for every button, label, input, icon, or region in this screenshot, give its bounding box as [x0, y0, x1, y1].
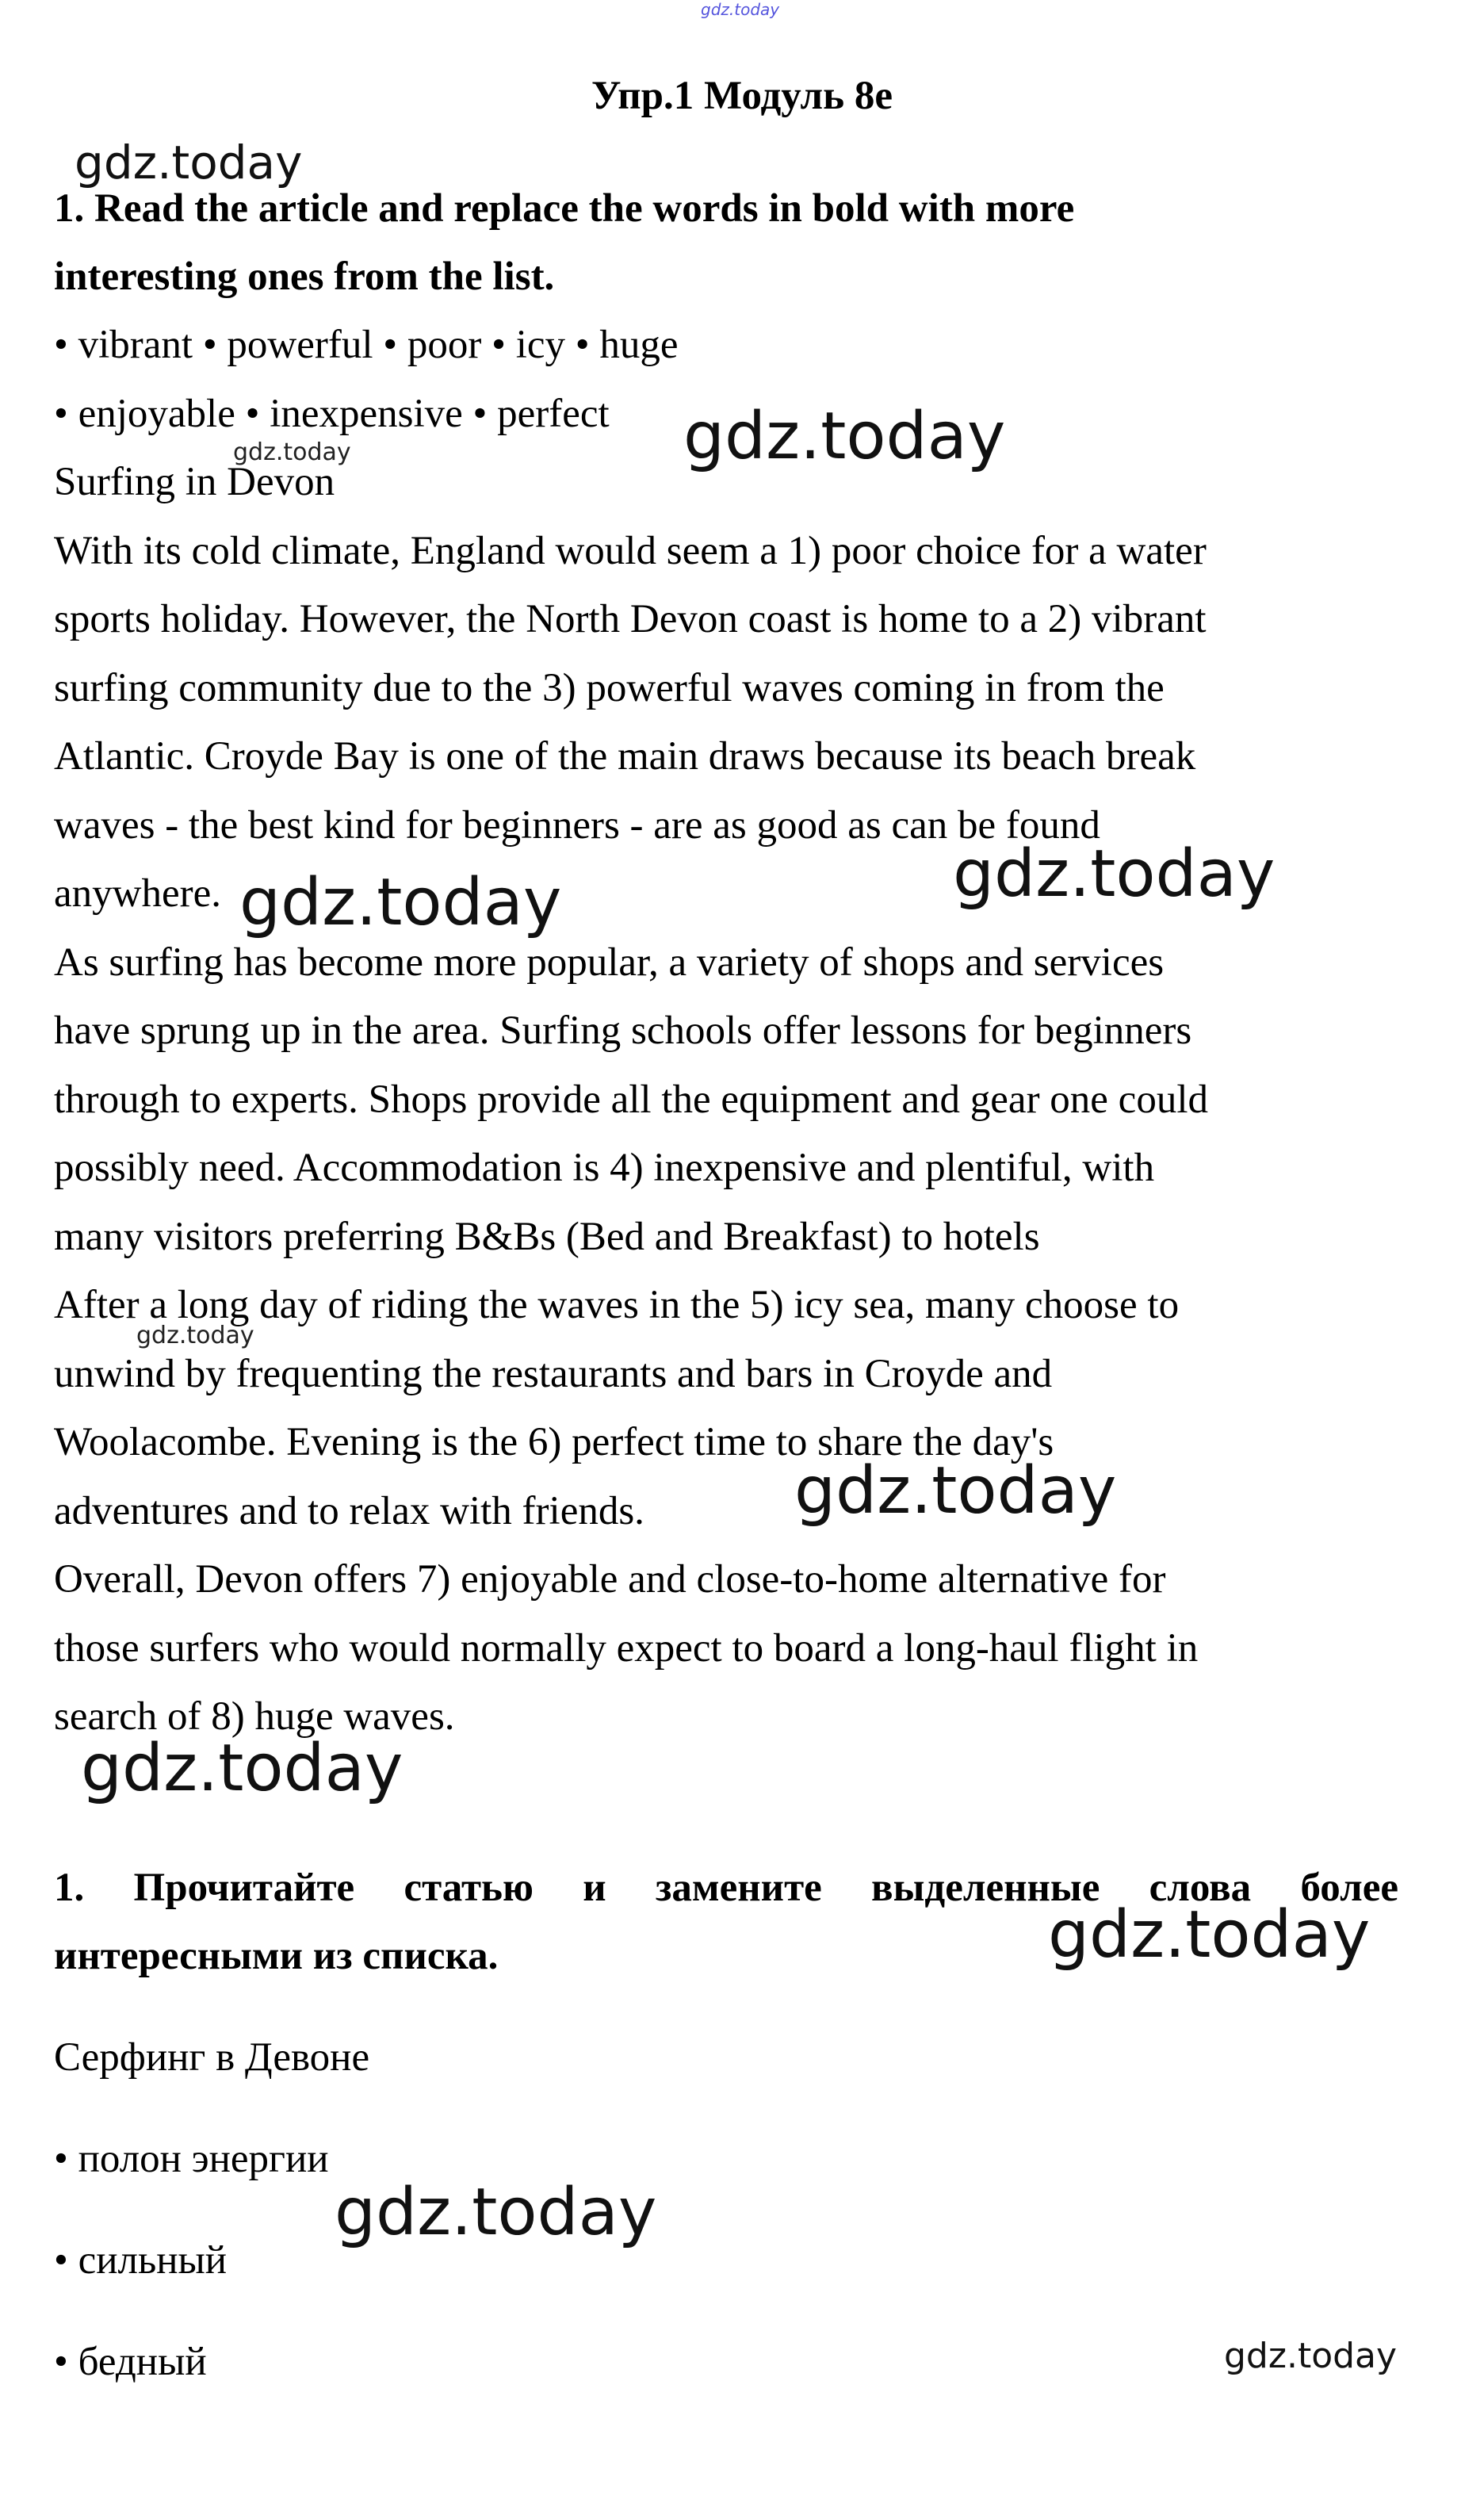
article-line: through to experts. Shops provide all the equipment and gear one could	[54, 1077, 1208, 1122]
article-line: waves - the best kind for beginners - are as good as can be found	[54, 803, 1100, 848]
translation-item: • бедный	[54, 2340, 207, 2384]
article-line: With its cold climate, England would seem a 1) poor choice for a water	[54, 529, 1207, 573]
watermark: gdz.today	[1048, 1897, 1371, 1973]
translation-title: Серфинг в Девоне	[54, 2035, 370, 2080]
translation-item: • сильный	[54, 2238, 228, 2283]
article-line: Woolacombe. Evening is the 6) perfect time to share the day's	[54, 1420, 1054, 1464]
task-en-line-2: interesting ones from the list.	[54, 255, 555, 299]
top-watermark: gdz.today	[701, 0, 780, 19]
article-line: As surfing has become more popular, a variety of shops and services	[54, 940, 1165, 985]
task-en-line-1: 1. Read the article and replace the words in bold with more	[54, 186, 1075, 231]
watermark: gdz.today	[136, 1322, 254, 1349]
article-line: anywhere.	[54, 871, 221, 916]
watermark: gdz.today	[953, 836, 1276, 912]
article-line: adventures and to relax with friends.	[54, 1489, 644, 1533]
watermark: gdz.today	[81, 1731, 404, 1806]
watermark: gdz.today	[794, 1453, 1117, 1529]
watermark: gdz.today	[1224, 2336, 1398, 2376]
article-line: After a long day of riding the waves in the 5) icy sea, many choose to	[54, 1283, 1180, 1327]
watermark: gdz.today	[335, 2175, 657, 2250]
watermark: gdz.today	[233, 438, 351, 466]
page-title: Упр.1 Модуль 8е	[591, 74, 893, 118]
article-line: possibly need. Accommodation is 4) inexpensive and plentiful, with	[54, 1146, 1155, 1190]
article-title: Surfing in Devon	[54, 460, 335, 504]
article-line: many visitors preferring B&Bs (Bed and Breakfast) to hotels	[54, 1215, 1040, 1259]
word-list-line-1: • vibrant • powerful • poor • icy • huge	[54, 323, 679, 367]
article-line: search of 8) huge waves.	[54, 1694, 455, 1739]
article-line: unwind by frequenting the restaurants and bars in Croyde and	[54, 1352, 1053, 1396]
translation-item: • полон энергии	[54, 2137, 329, 2181]
watermark: gdz.today	[683, 399, 1006, 474]
article-line: those surfers who would normally expect to board a long-haul flight in	[54, 1626, 1199, 1671]
article-line: sports holiday. However, the North Devon coast is home to a 2) vibrant	[54, 597, 1207, 641]
watermark: gdz.today	[75, 136, 303, 189]
task-ru-line-1: 1. Прочитайте статью и замените выделенные слова более	[54, 1866, 1398, 1910]
word-list-line-2: • enjoyable • inexpensive • perfect	[54, 392, 610, 436]
article-line: Overall, Devon offers 7) enjoyable and close-to-home alternative for	[54, 1557, 1166, 1602]
article-line: surfing community due to the 3) powerful waves coming in from the	[54, 666, 1165, 710]
article-line: Atlantic. Croyde Bay is one of the main draws because its beach break	[54, 734, 1196, 779]
article-line: have sprung up in the area. Surfing schools offer lessons for beginners	[54, 1009, 1192, 1053]
watermark: gdz.today	[239, 865, 562, 940]
task-ru-line-2: интересными из списка.	[54, 1934, 499, 1978]
